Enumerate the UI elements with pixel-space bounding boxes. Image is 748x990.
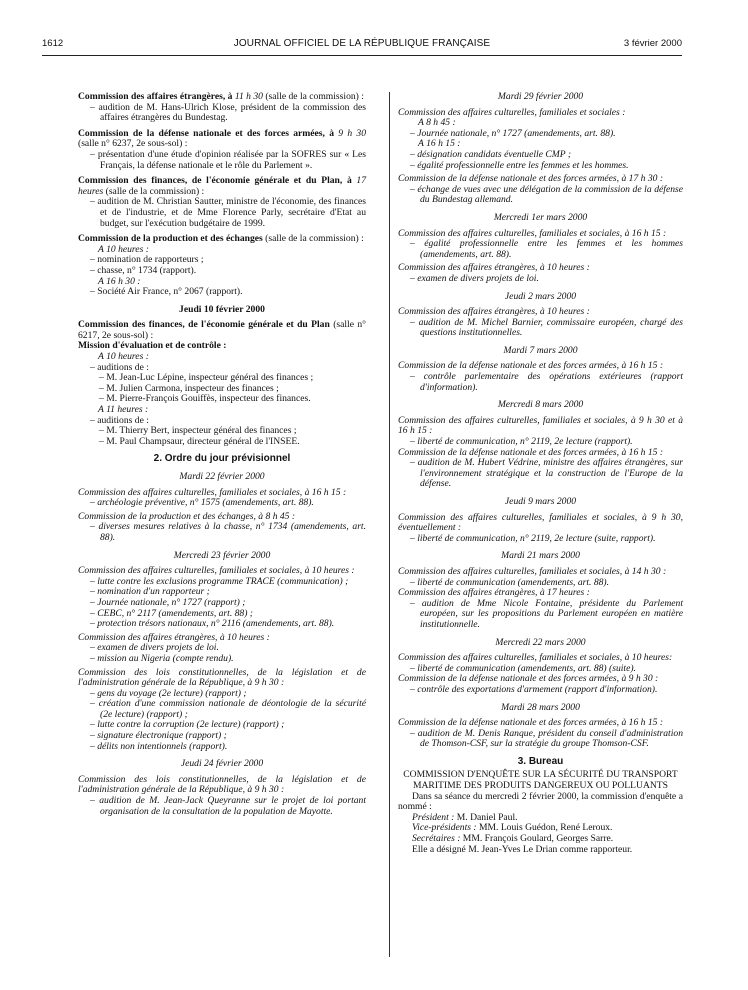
day-heading: Jeudi 10 février 2000: [179, 303, 265, 315]
entry-item: – égalité professionnelle entre les femmes et les hommes (amendements, art. 88).: [410, 238, 683, 260]
entry-item: – archéologie préventive, n° 1575 (amendements, art. 88).: [90, 497, 314, 509]
entry-heading: Commission de la défense nationale et des forces armées, à 16 h 15 :: [398, 446, 664, 458]
entry-subitem: – M. Thierry Bert, inspecteur général des finances ;: [99, 425, 297, 437]
time-slot: A 16 h 30 :: [98, 275, 141, 287]
entry-heading: Commission des affaires étrangères, à 17 heures :: [398, 587, 590, 599]
entry-item: – nomination d'un rapporteur ;: [90, 586, 210, 598]
entry-item: – audition de M. Michel Barnier, commissaire européen, chargé des questions institutionnelles.: [410, 316, 683, 339]
entry-item: – mission au Nigeria (compte rendu).: [90, 652, 234, 664]
entry-item: – lutte contre la corruption (2e lecture) (rapport) ;: [90, 719, 285, 731]
entry-item: – gens du voyage (2e lecture) (rapport) ;: [90, 687, 247, 699]
entry-item: – présentation d'une étude d'opinion réalisée par la SOFRES sur « Les Français, la défense nationale et le rôle du Parlement ».: [90, 148, 366, 171]
entry-item: – contrôle parlementaire des opérations extérieures (rapport d'information).: [410, 371, 683, 393]
entry-item: – chasse, n° 1734 (rapport).: [90, 264, 197, 276]
entry-item: – audition de M. Hubert Védrine, ministre des affaires étrangères, sur l'environnement stratégique et la construction de l'Europe de la défense.: [410, 457, 683, 490]
entry-item: – audition de M. Jean-Jack Queyranne sur le projet de loi portant organisation de la consultation de la population de Mayotte.: [90, 795, 366, 817]
entry-item: – nomination de rapporteurs ;: [90, 254, 204, 266]
page-header: [42, 38, 682, 52]
entry-heading: Commission de la production et des échanges (salle de la commission) :: [78, 233, 364, 245]
time-slot: A 11 heures :: [98, 404, 149, 416]
entry-heading: Commission des affaires culturelles, familiales et sociales, à 16 h 15 :: [78, 486, 347, 498]
entry-item: – protection trésors nationaux, n° 2116 (amendements, art. 88).: [90, 618, 335, 630]
sub-heading: Mission d'évaluation et de contrôle :: [78, 340, 227, 352]
header-date: 3 février 2000: [623, 38, 682, 49]
time-slot: A 8 h 45 :: [418, 117, 456, 129]
entry-heading: Commission des affaires culturelles, familiales et sociales, à 14 h 30 :: [398, 565, 667, 577]
entry-item: – examen de divers projets de loi.: [410, 272, 539, 284]
day-heading: Mercredi 8 mars 2000: [497, 399, 584, 411]
section-heading: 3. Bureau: [517, 755, 564, 767]
entry-item: – Société Air France, n° 2067 (rapport).: [90, 286, 243, 298]
entry-subitem: – M. Paul Champsaur, directeur général de l'INSEE.: [99, 435, 300, 447]
entry-item: – désignation candidats éventuelle CMP ;: [410, 148, 572, 160]
day-heading: Mardi 22 février 2000: [179, 471, 265, 482]
entry-heading: Commission des affaires culturelles, familiales et sociales, à 10 heures :: [78, 565, 355, 577]
entry-heading: Commission de la défense nationale et des forces armées, à 9 h 30 (salle n° 6237, 2e sous-sol) :: [78, 127, 367, 150]
entry-item: – audition de Mme Nicole Fontaine, présidente du Parlement européen, sur les propositions du Parlement européen en matière institutionnelle.: [410, 597, 683, 630]
day-heading: Mardi 28 mars 2000: [501, 701, 580, 713]
entry-item: – auditions de :: [90, 414, 149, 426]
entry-item: – lutte contre les exclusions programme TRACE (communication) ;: [90, 575, 349, 587]
entry-item: – création d'une commission nationale de déontologie de la sécurité (2e lecture) (rapport) ;: [90, 698, 366, 720]
entry-heading: Commission des affaires étrangères, à 10 heures :: [398, 306, 590, 318]
entry-subitem: – M. Pierre-François Gouiffès, inspecteur des finances.: [99, 393, 311, 405]
day-heading: Mardi 7 mars 2000: [503, 344, 578, 356]
entry-subitem: – M. Jean-Luc Lépine, inspecteur général des finances ;: [99, 372, 314, 384]
bureau-president: Président : M. Daniel Paul.: [412, 811, 518, 823]
bureau-intro: Dans sa séance du mercredi 2 février 2000, la commission d'enquête a nommé :: [398, 790, 683, 813]
header-rule: [42, 55, 682, 56]
entry-heading: Commission de la défense nationale et des forces armées, à 16 h 15 :: [398, 717, 664, 729]
entry-heading: Commission des affaires étrangères, à 10 heures :: [398, 262, 590, 274]
entry-heading: Commission des affaires culturelles, familiales et sociales, à 16 h 15 :: [398, 227, 667, 239]
entry-heading: Commission des lois constitutionnelles, de la législation et de l'administration générale de la République, à 9 h 30 :: [78, 773, 366, 796]
entry-item: – audition de M. Denis Ranque, président du conseil d'administration de Thomson-CSF, sur la stratégie du groupe Thomson-CSF.: [410, 727, 683, 750]
page-number: 1612: [42, 38, 64, 49]
commission-title-line: COMMISSION D'ENQUÊTE SUR LA SÉCURITÉ DU TRANSPORT: [403, 769, 678, 781]
journal-title: JOURNAL OFFICIEL DE LA RÉPUBLIQUE FRANÇAISE: [233, 38, 491, 49]
time-slot: A 10 heures :: [98, 351, 149, 363]
entry-item: – échange de vues avec une délégation de la commission de la défense du Bundestag allemand.: [410, 183, 683, 206]
entry-heading: Commission des affaires culturelles, familiales et sociales, à 9 h 30, éventuellement :: [398, 511, 683, 534]
column-divider: [389, 92, 390, 957]
entry-item: – auditions de :: [90, 361, 149, 373]
entry-subitem: – M. Julien Carmona, inspecteur des finances ;: [99, 382, 279, 394]
entry-item: – contrôle des exportations d'armement (rapport d'information).: [410, 683, 658, 695]
bureau-rapporteur: Elle a désigné M. Jean-Yves Le Drian comme rapporteur.: [412, 843, 633, 855]
day-heading: Jeudi 24 février 2000: [180, 758, 264, 770]
entry-item: – liberté de communication, n° 2119, 2e lecture (rapport).: [410, 436, 633, 448]
entry-heading: Commission de la production et des échanges, à 8 h 45 :: [78, 510, 296, 522]
entry-item: – signature électronique (rapport) ;: [90, 730, 227, 742]
bureau-vice-presidents: Vice-présidents : MM. Louis Guédon, René Leroux.: [412, 822, 613, 834]
entry-item: – égalité professionnelle entre les femmes et les hommes.: [410, 159, 629, 171]
entry-heading: Commission des affaires étrangères, à 11 h 30 (salle de la commission) :: [78, 91, 364, 102]
section-heading: 2. Ordre du jour prévisionnel: [153, 453, 291, 465]
day-heading: Mardi 21 mars 2000: [501, 550, 580, 562]
day-heading: Mercredi 23 février 2000: [173, 549, 271, 561]
left-column: [78, 92, 366, 817]
day-heading: Mercredi 1er mars 2000: [493, 211, 588, 223]
time-slot: A 10 heures :: [98, 243, 149, 255]
entry-item: – liberté de communication, n° 2119, 2e lecture (suite, rapport).: [410, 532, 656, 544]
entry-item: – audition de M. Christian Sautter, ministre de l'économie, des finances et de l'industrie, et de Mme Florence Parly, secrétaire d'Etat au budget, sur l'exécution budgétaire de 1999.: [90, 196, 366, 229]
entry-item: – examen de divers projets de loi.: [90, 642, 219, 654]
right-column: [398, 92, 683, 855]
entry-heading: Commission de la défense nationale et des forces armées, à 9 h 30 :: [398, 673, 659, 685]
day-heading: Jeudi 2 mars 2000: [504, 290, 577, 302]
entry-item: – délits non intentionnels (rapport).: [90, 740, 228, 752]
entry-heading: Commission des finances, de l'économie générale et du Plan, à 17 heures (salle de la commission) :: [78, 175, 366, 197]
time-slot: A 16 h 15 :: [418, 138, 461, 150]
entry-heading: Commission de la défense nationale et des forces armées, à 16 h 15 :: [398, 360, 664, 372]
entry-item: – liberté de communication (amendements, art. 88) (suite).: [410, 662, 636, 674]
entry-heading: Commission de la défense nationale et des forces armées, à 17 h 30 :: [398, 173, 664, 185]
entry-item: – liberté de communication (amendements, art. 88).: [410, 576, 610, 588]
entry-heading: Commission des finances, de l'économie générale et du Plan (salle n° 6217, 2e sous-sol) :: [78, 319, 366, 341]
bureau-secretaries: Secrétaires : MM. François Goulard, Georges Sarre.: [412, 833, 614, 845]
entry-item: – audition de M. Hans-Ulrich Klose, président de la commission des affaires étrangères du Bundestag.: [90, 101, 366, 124]
entry-item: – Journée nationale, n° 1727 (rapport) ;: [90, 596, 246, 608]
entry-item: – CEBC, n° 2117 (amendements, art. 88) ;: [90, 607, 253, 619]
entry-item: – diverses mesures relatives à la chasse, n° 1734 (amendements, art. 88).: [90, 521, 366, 543]
entry-heading: Commission des affaires culturelles, familiales et sociales, à 9 h 30 et à 16 h 15 :: [398, 414, 683, 437]
entry-heading: Commission des lois constitutionnelles, de la législation et de l'administration générale de la République, à 9 h 30 :: [78, 666, 366, 689]
day-heading: Jeudi 9 mars 2000: [504, 496, 577, 507]
commission-title-line: MARITIME DES PRODUITS DANGEREUX OU POLLUANTS: [412, 780, 669, 792]
entry-item: – Journée nationale, n° 1727 (amendements, art. 88).: [410, 127, 616, 139]
entry-heading: Commission des affaires étrangères, à 10 heures :: [78, 631, 270, 643]
day-heading: Mercredi 22 mars 2000: [495, 636, 586, 648]
day-heading: Mardi 29 février 2000: [497, 91, 584, 102]
entry-heading: Commission des affaires culturelles, familiales et sociales, à 10 heures:: [398, 652, 673, 664]
entry-heading: Commission des affaires culturelles, familiales et sociales :: [398, 106, 626, 118]
